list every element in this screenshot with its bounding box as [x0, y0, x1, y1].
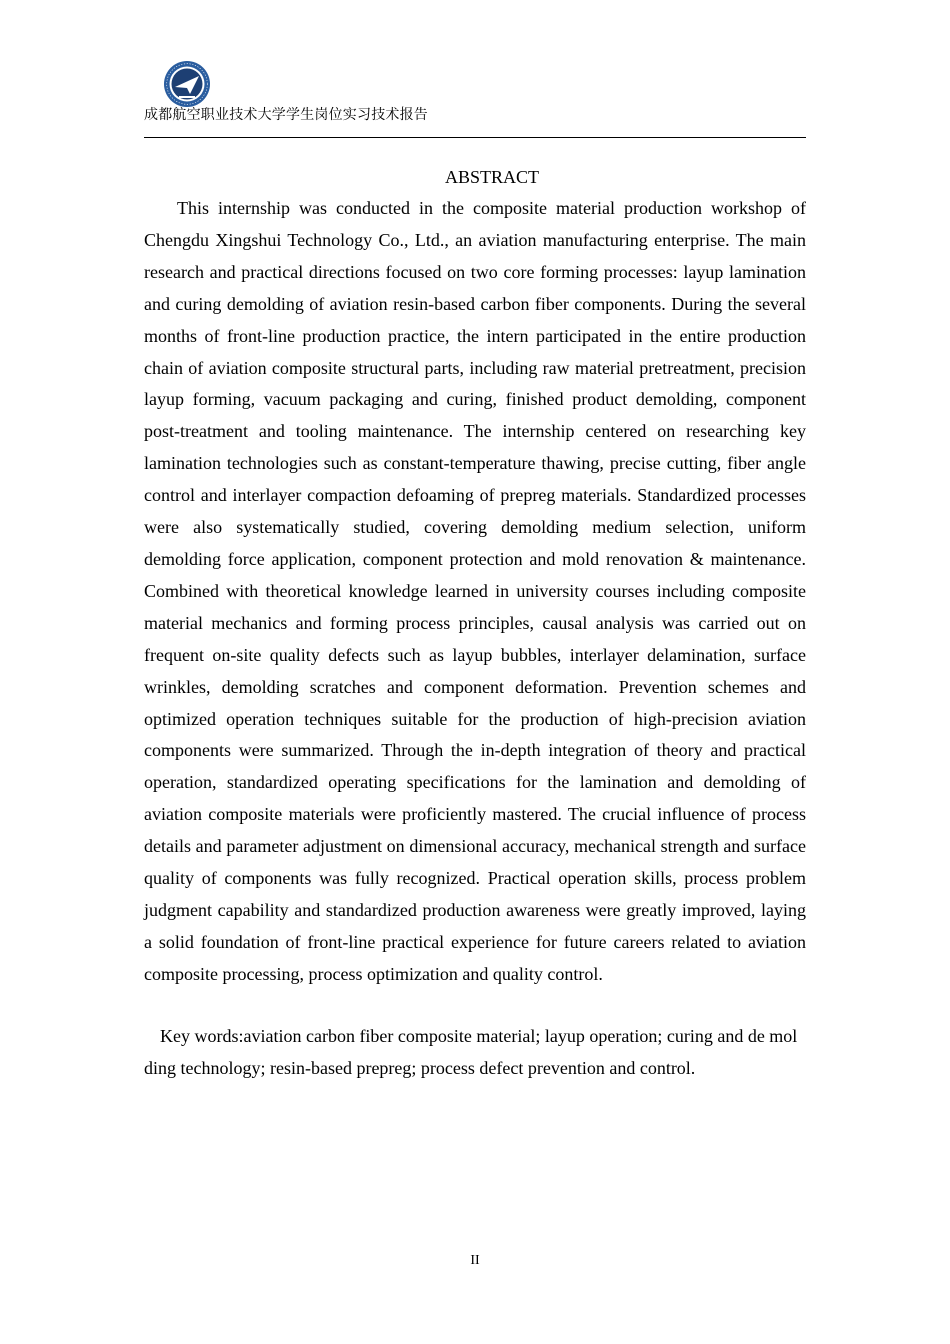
abstract-keywords: Key words:aviation carbon fiber composite material; layup operation; curing and de molding technology; resin-based prepreg; process defect prevention and control.	[144, 1026, 798, 1078]
abstract-body: This internship was conducted in the composite material production workshop of Chengdu Xingshui Technology Co., Ltd., an aviation manufacturing enterprise. The main research and practical directions focused on two core forming processes: layup lamination and curing demolding of aviation resin-based carbon fiber components. During the several months of front-line production practice, the intern participated in the entire production chain of aviation composite structural parts, including raw material pretreatment, precision layup forming, vacuum packaging and curing, finished product demolding, component post-treatment and tooling maintenance. The internship centered on researching key lamination technologies such as constant-temperature thawing, precise cutting, fiber angle control and interlayer compaction defoaming of prepreg materials. Standardized processes were also systematically studied, covering demolding medium selection, uniform demolding force application, component protection and mold renovation & maintenance. Combined with theoretical knowledge learned in university courses including composite material mechanics and forming process principles, causal analysis was carried out on frequent on-site quality defects such as layup bubbles, interlayer delamination, surface wrinkles, demolding scratches and component deformation. Prevention schemes and optimized operation techniques suitable for the production of high-precision aviation components were summarized. Through the in-depth integration of theory and practical operation, standardized operating specifications for the lamination and demolding of aviation composite materials were proficiently mastered. The crucial influence of process details and parameter adjustment on dimensional accuracy, mechanical strength and surface quality of components was fully recognized. Practical operation skills, process problem judgment capability and standardized production awareness were greatly improved, laying a solid foundation of front-line practical experience for future careers related to aviation composite processing, process optimization and quality control.	[144, 198, 806, 984]
abstract-heading: ABSTRACT	[444, 167, 540, 187]
page-number: II	[470, 1253, 480, 1268]
report-header-title: 成都航空职业技术大学学生岗位实习技术报告	[144, 108, 428, 123]
header-divider	[144, 137, 806, 138]
university-seal-logo-icon	[163, 60, 211, 108]
